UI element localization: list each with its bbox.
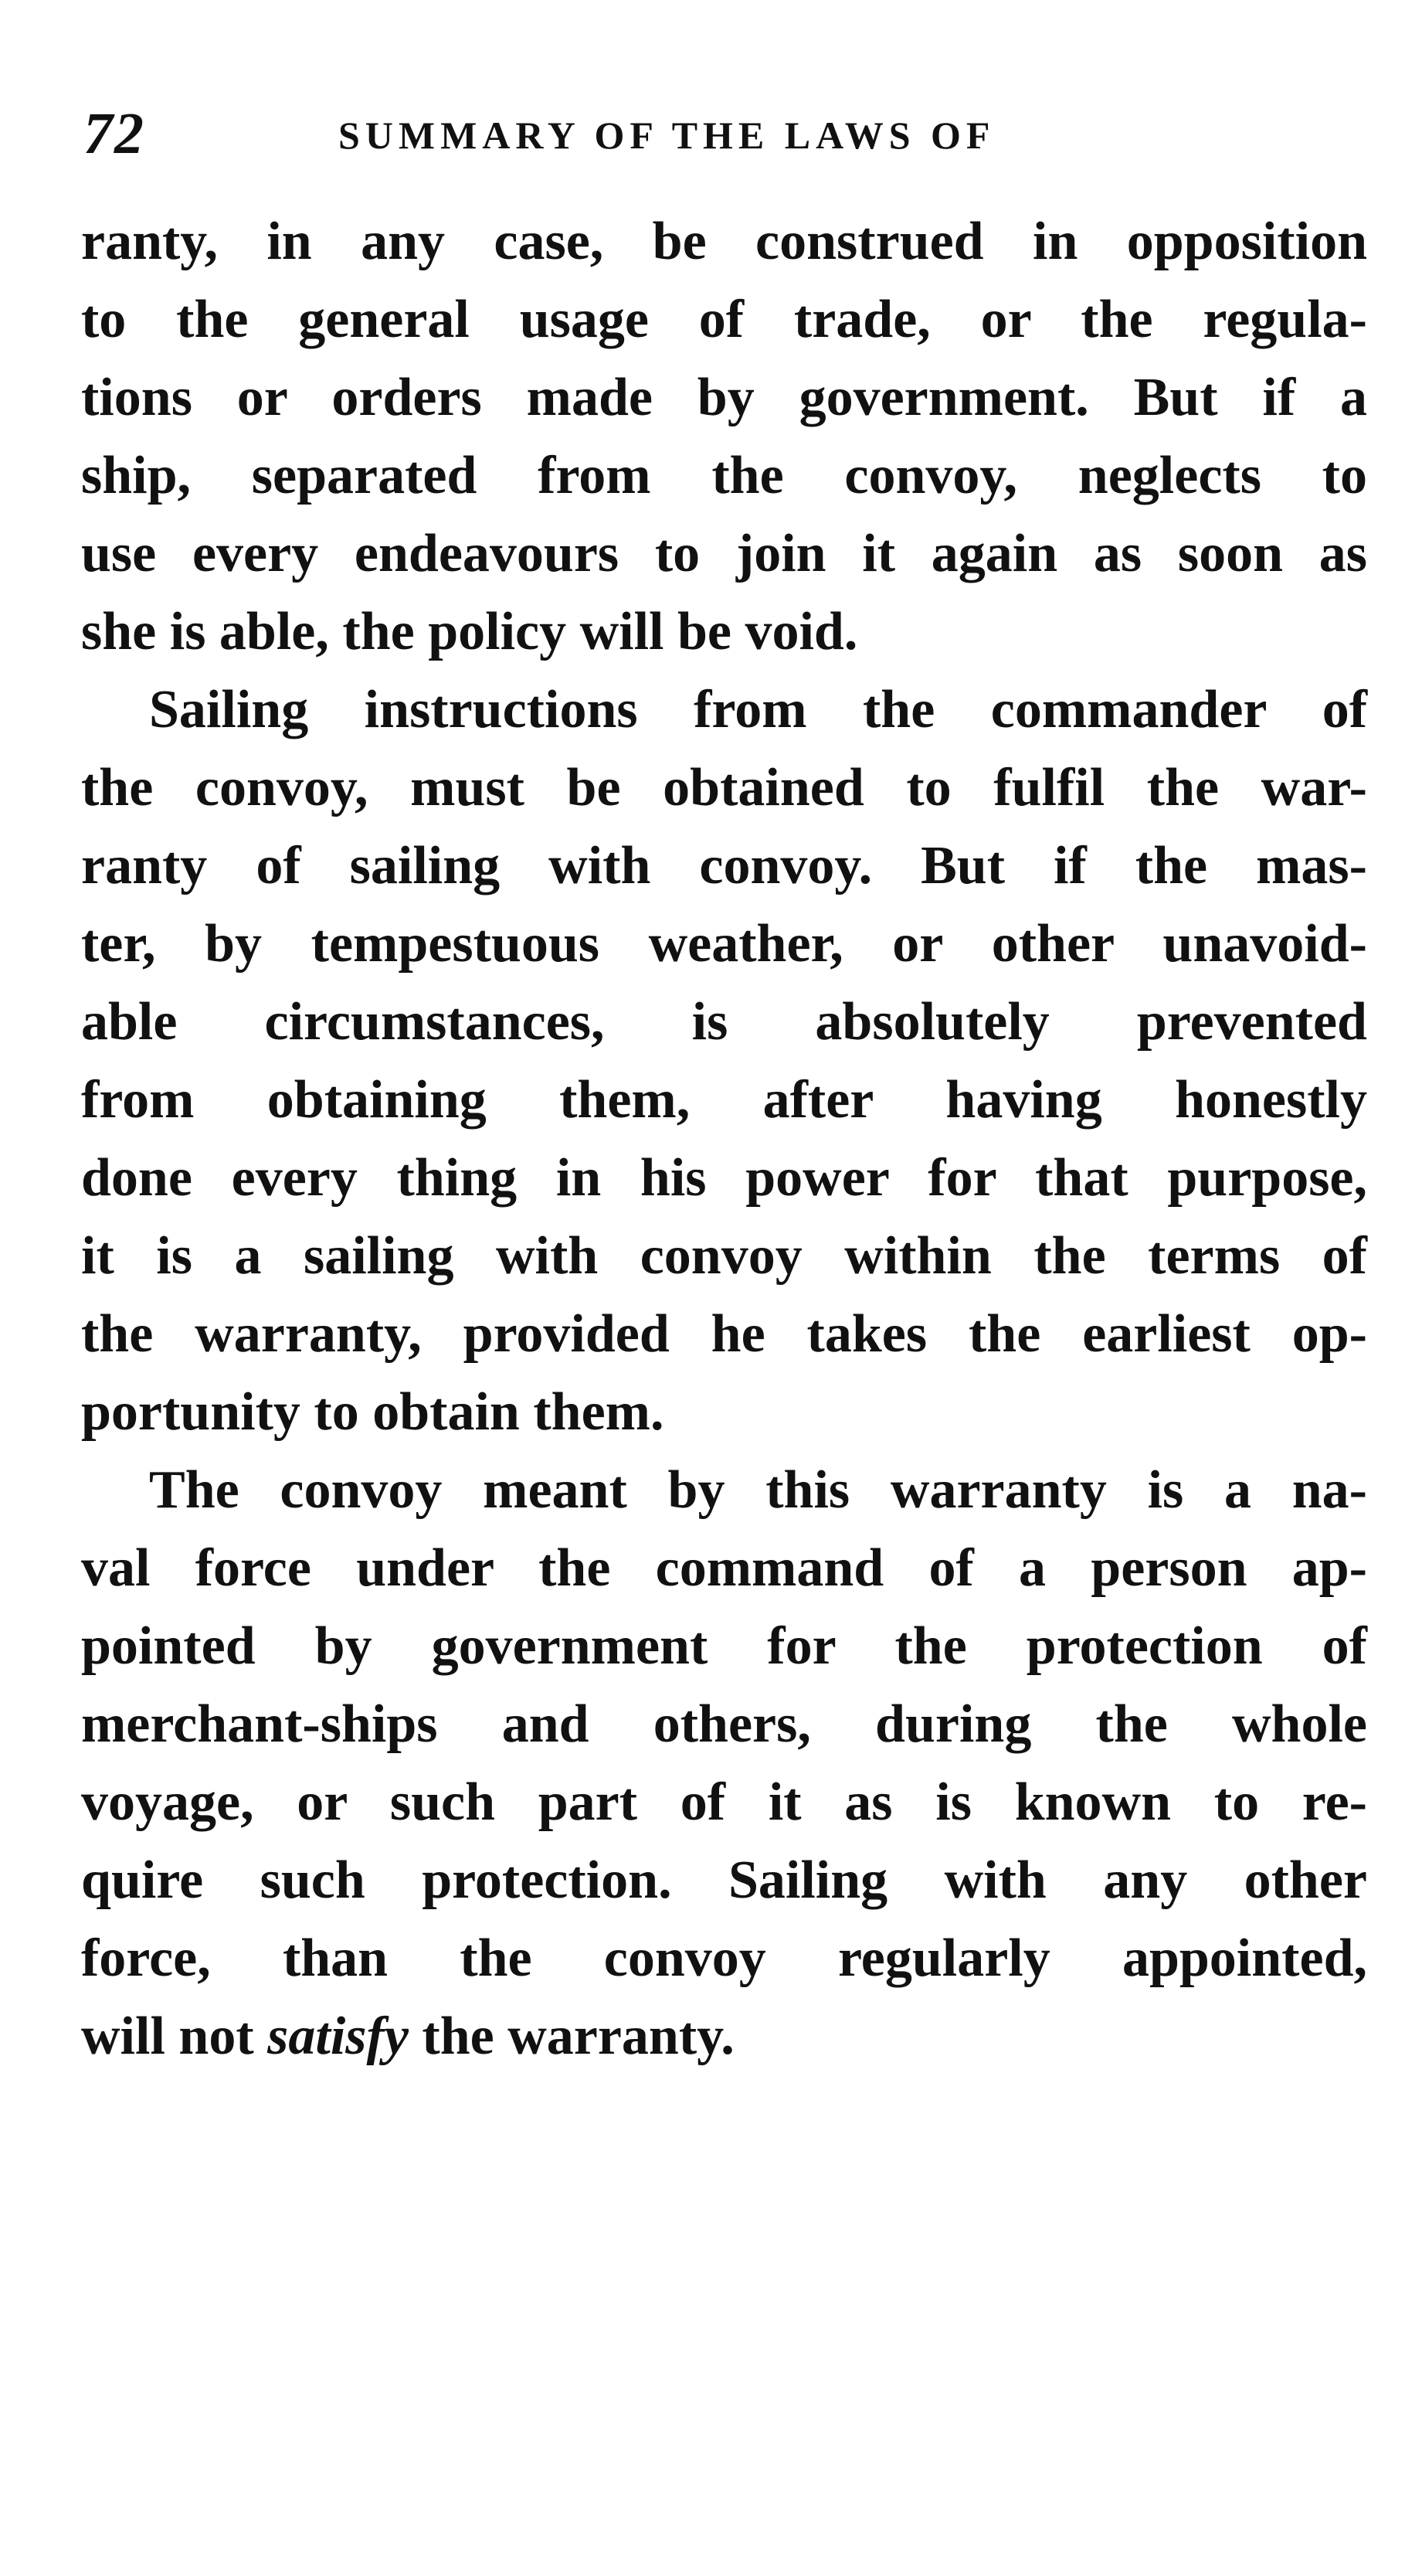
text-line: the convoy, must be obtained to fulfil the war- <box>81 758 1367 817</box>
text-line: force, than the convoy regularly appointed, <box>81 1929 1367 1988</box>
body-text <box>81 202 1367 2075</box>
text-line: use every endeavours to join it again as soon as <box>81 524 1367 583</box>
text-line: she is able, the policy will be void. <box>81 602 858 661</box>
text-line: quire such protection. Sailing with any other <box>81 1850 1367 1910</box>
text-line: ranty, in any case, be construed in opposition <box>81 212 1367 271</box>
text-line: ter, by tempestuous weather, or other unavoid- <box>81 914 1367 974</box>
page-header <box>83 91 1366 176</box>
text-line: val force under the command of a person ap- <box>81 1538 1367 1598</box>
paragraph-3 <box>81 1451 1367 2075</box>
text-line: able circumstances, is absolutely prevented <box>81 992 1367 1052</box>
text-line: to the general usage of trade, or the regula- <box>81 290 1367 349</box>
text-line: from obtaining them, after having honestly <box>81 1070 1367 1130</box>
text-line: the warranty, provided he takes the earliest op- <box>81 1304 1367 1364</box>
text-line: Sailing instructions from the commander of <box>149 680 1367 739</box>
text-segment: the warranty. <box>408 2007 735 2066</box>
text-line: merchant-ships and others, during the whole <box>81 1694 1367 1754</box>
text-line: tions or orders made by government. But if a <box>81 368 1367 427</box>
text-line: ship, separated from the convoy, neglects to <box>81 446 1367 505</box>
text-line: ranty of sailing with convoy. But if the mas- <box>81 836 1367 895</box>
paragraph-2 <box>81 671 1367 1451</box>
text-line-final <box>81 1997 1367 2075</box>
page-number: 72 <box>83 101 145 166</box>
text-line: The convoy meant by this warranty is a na- <box>149 1460 1367 1520</box>
paragraph-1 <box>81 202 1367 671</box>
text-line: voyage, or such part of it as is known to re- <box>81 1772 1367 1832</box>
text-line: it is a sailing with convoy within the terms of <box>81 1226 1367 1286</box>
running-head: SUMMARY OF THE LAWS OF <box>338 114 996 157</box>
text-segment: will not <box>81 2007 268 2066</box>
text-line: done every thing in his power for that purpose, <box>81 1148 1367 1208</box>
italic-word: satisfy <box>267 2007 409 2066</box>
text-line: pointed by government for the protection of <box>81 1616 1367 1676</box>
text-line: portunity to obtain them. <box>81 1382 664 1442</box>
